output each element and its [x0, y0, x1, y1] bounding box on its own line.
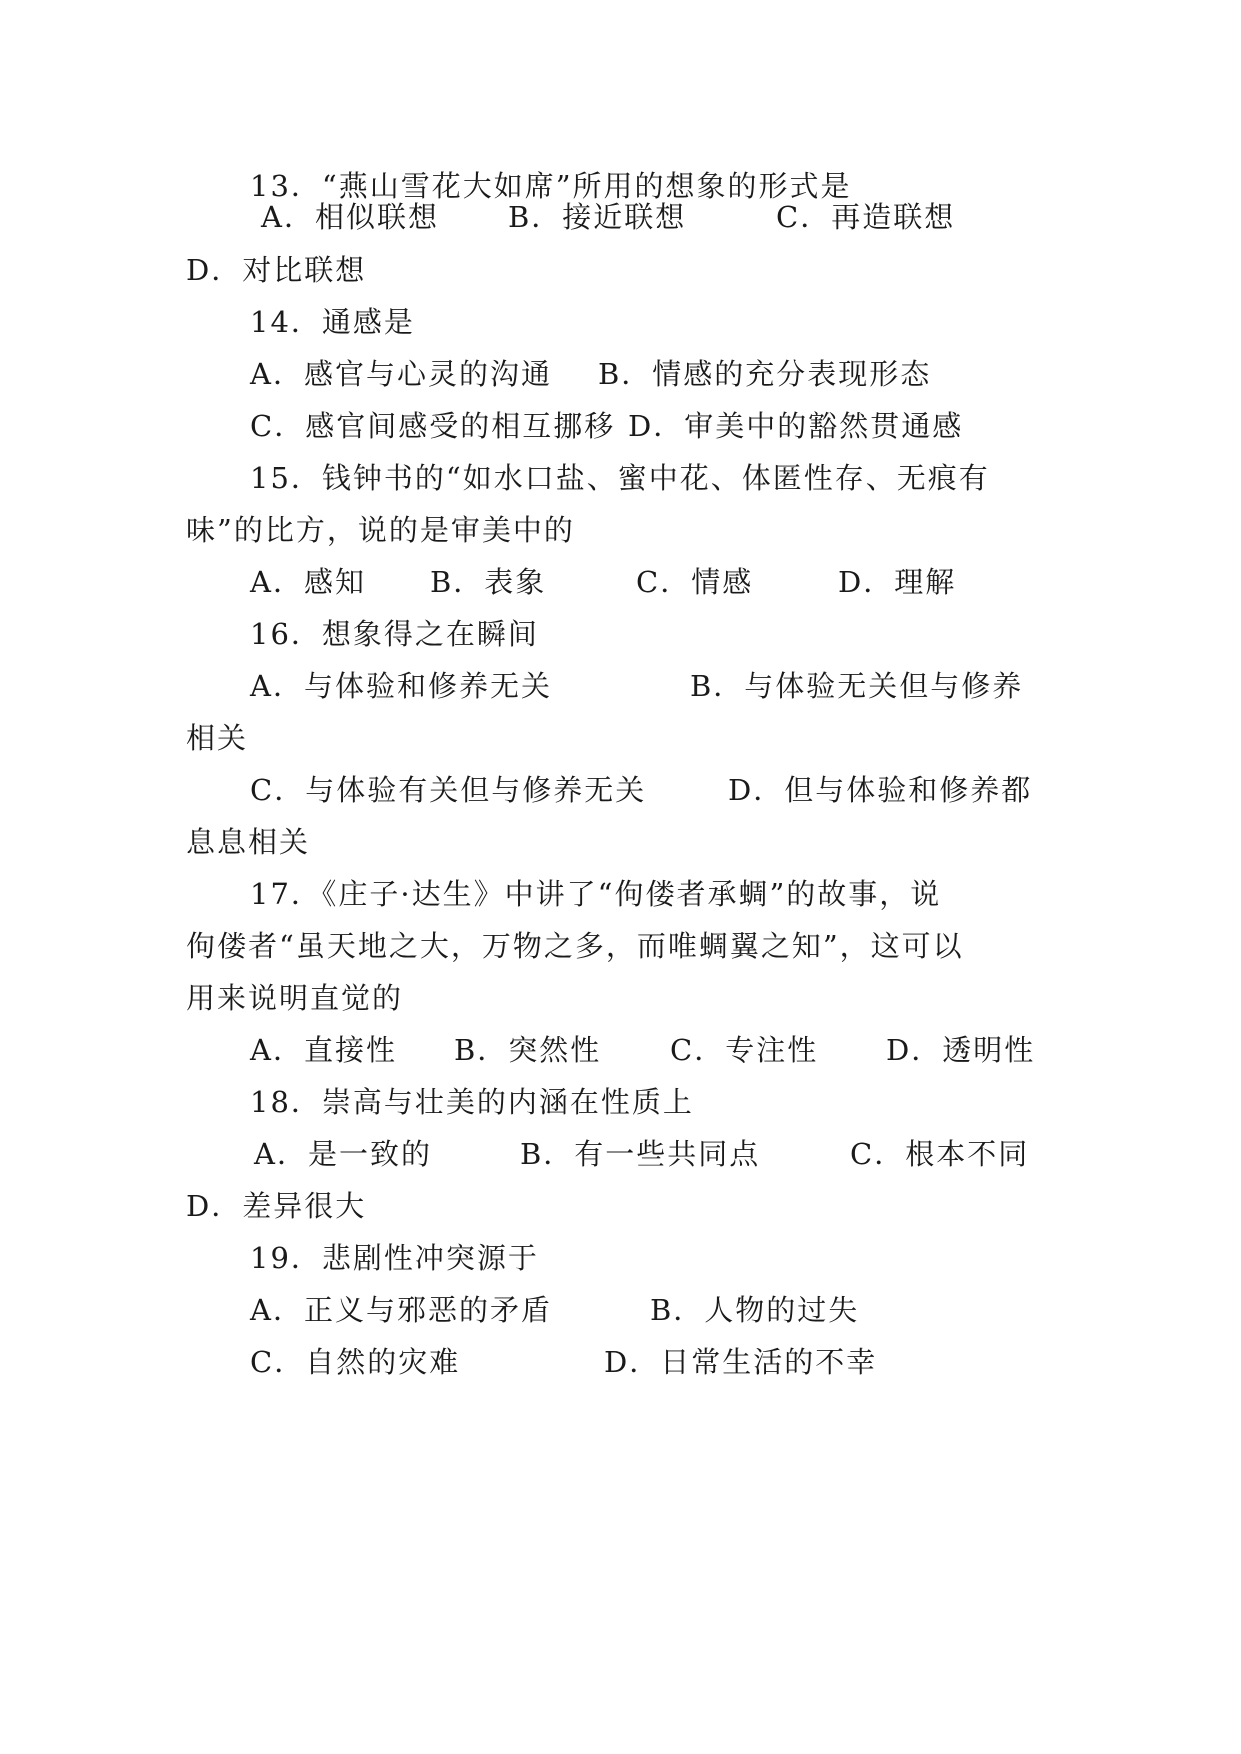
- option-b-continued: 相关: [186, 721, 249, 755]
- question-14-options-row-2: [186, 406, 1066, 446]
- question-19-stem: 19．悲剧性冲突源于: [250, 1241, 539, 1275]
- option-d: D．透明性: [886, 1033, 1036, 1067]
- question-19-options-row-2: [186, 1342, 1066, 1382]
- option-c: C．情感: [636, 565, 754, 599]
- option-d: D．审美中的豁然贯通感: [628, 409, 964, 443]
- option-a: A．是一致的: [254, 1137, 432, 1171]
- question-14-stem: 14．通感是: [250, 305, 415, 339]
- question-18-options-row-2: [186, 1186, 1066, 1226]
- option-c: C．根本不同: [850, 1137, 1030, 1171]
- option-b: B．有一些共同点: [520, 1137, 761, 1171]
- question-16-options-row-4: [186, 822, 1066, 862]
- option-d: D．理解: [838, 565, 957, 599]
- option-a: A．直接性: [250, 1033, 397, 1067]
- option-c: C．感官间感受的相互挪移: [250, 409, 616, 443]
- option-a: A．相似联想: [261, 200, 439, 234]
- option-a: A．与体验和修养无关: [250, 669, 552, 703]
- option-b: B．接近联想: [508, 200, 687, 234]
- option-c: C．自然的灾难: [250, 1345, 461, 1379]
- option-a: A．感官与心灵的沟通: [250, 357, 552, 391]
- option-b: B．情感的充分表现形态: [598, 357, 932, 391]
- question-16-stem: 16．想象得之在瞬间: [250, 617, 539, 651]
- question-18-stem: 18．崇高与壮美的内涵在性质上: [250, 1085, 694, 1119]
- option-b: B．人物的过失: [650, 1293, 860, 1327]
- question-16-options-row-2: [186, 718, 1066, 758]
- question-15-stem-line-2: 味”的比方，说的是审美中的: [186, 513, 575, 547]
- option-b: B．表象: [430, 565, 547, 599]
- question-17-stem-line-2: 佝偻者“虽天地之大，万物之多，而唯蜩翼之知”，这可以: [186, 929, 964, 963]
- option-b: B．与体验无关但与修养: [690, 669, 1024, 703]
- option-d-continued: 息息相关: [186, 825, 311, 859]
- question-19-options-row-1: [186, 1290, 1066, 1330]
- option-a: A．正义与邪恶的矛盾: [250, 1293, 552, 1327]
- question-17-stem-line-1: 17．《庄子·达生》中讲了“佝偻者承蜩”的故事，说: [250, 877, 942, 911]
- option-c: C．与体验有关但与修养无关: [250, 773, 647, 807]
- option-b: B．突然性: [454, 1033, 602, 1067]
- option-c: C．专注性: [670, 1033, 819, 1067]
- question-16-options-row-1: [186, 666, 1066, 706]
- question-17-stem-line-3: 用来说明直觉的: [186, 981, 404, 1015]
- option-c: C．再造联想: [776, 200, 956, 234]
- option-a: A．感知: [250, 565, 366, 599]
- question-15-options-row-1: [186, 562, 1066, 602]
- question-16-options-row-3: [186, 770, 1066, 810]
- question-18-options-row-1: [186, 1134, 1066, 1174]
- question-13-options-row-1: [186, 197, 1066, 237]
- question-14-options-row-1: [186, 354, 1066, 394]
- question-17-options-row-1: [186, 1030, 1066, 1070]
- option-d: D．日常生活的不幸: [604, 1345, 878, 1379]
- option-d: D．对比联想: [186, 253, 367, 287]
- option-d: D．差异很大: [186, 1189, 367, 1223]
- question-13-stem: 13．“燕山雪花大如席”所用的想象的形式是: [250, 169, 852, 203]
- option-d: D．但与体验和修养都: [728, 773, 1033, 807]
- question-13-options-row-2: [186, 250, 1066, 290]
- question-15-stem-line-1: 15．钱钟书的“如水口盐、蜜中花、体匿性存、无痕有: [250, 461, 990, 495]
